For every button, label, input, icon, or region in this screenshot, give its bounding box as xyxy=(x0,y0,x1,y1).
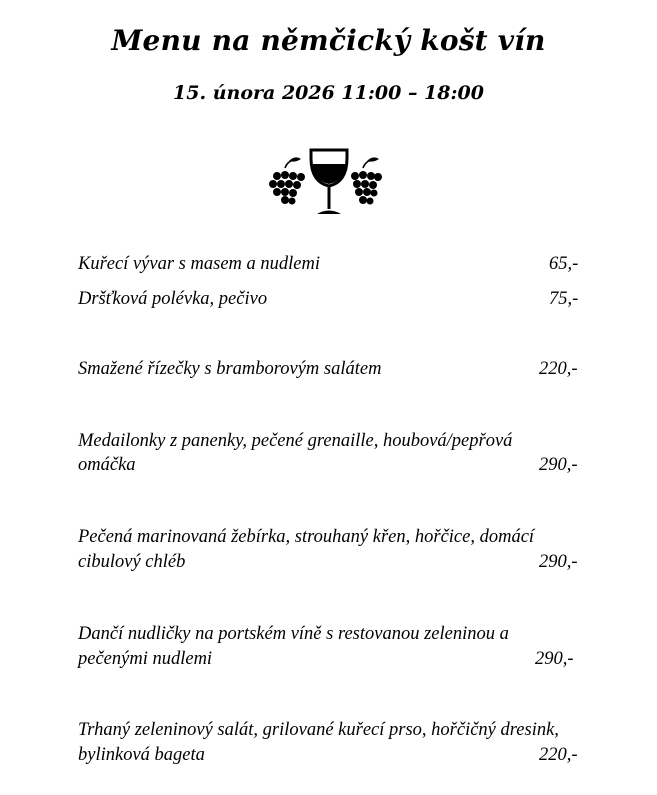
menu-item-price: 220,- xyxy=(539,359,578,379)
page-title: Menu na němčický košt vín xyxy=(111,24,546,57)
menu-item-name: Pečená marinovaná žebírka, strouhaný křen, hořčice, domácí xyxy=(78,527,535,547)
menu-item-name: Medailonky z panenky, pečené grenaille, houbová/pepřová xyxy=(78,431,513,451)
menu-item-name-continued: pečenými nudlemi xyxy=(78,649,213,669)
menu-item-price: 290,- xyxy=(539,455,578,475)
event-date: 15. února 2026 11:00 – 18:00 xyxy=(173,82,484,104)
menu-item-price: 290,- xyxy=(535,649,574,669)
grapes-icon xyxy=(351,157,382,204)
wine-glass-icon xyxy=(311,150,347,214)
menu-item-price: 290,- xyxy=(539,552,578,572)
menu-item-name-continued: cibulový chléb xyxy=(78,552,186,572)
menu-item-name: Dršťková polévka, pečivo xyxy=(78,289,268,309)
wine-emblem xyxy=(265,148,385,218)
menu-item-price: 220,- xyxy=(539,745,578,765)
menu-item-name-continued: omáčka xyxy=(78,455,136,475)
grapes-icon xyxy=(269,157,305,204)
menu-item-price: 65,- xyxy=(549,254,579,274)
menu-item-name-continued: bylinková bageta xyxy=(78,745,205,765)
menu-item-name: Smažené řízečky s bramborovým salátem xyxy=(78,359,382,379)
menu-item-name: Dančí nudličky na portském víně s restovanou zeleninou a xyxy=(78,624,509,644)
menu-item-name: Trhaný zeleninový salát, grilované kuřecí prso, hořčičný dresink, xyxy=(78,720,559,740)
menu-item-name: Kuřecí vývar s masem a nudlemi xyxy=(78,254,320,274)
menu-item-price: 75,- xyxy=(549,289,579,309)
